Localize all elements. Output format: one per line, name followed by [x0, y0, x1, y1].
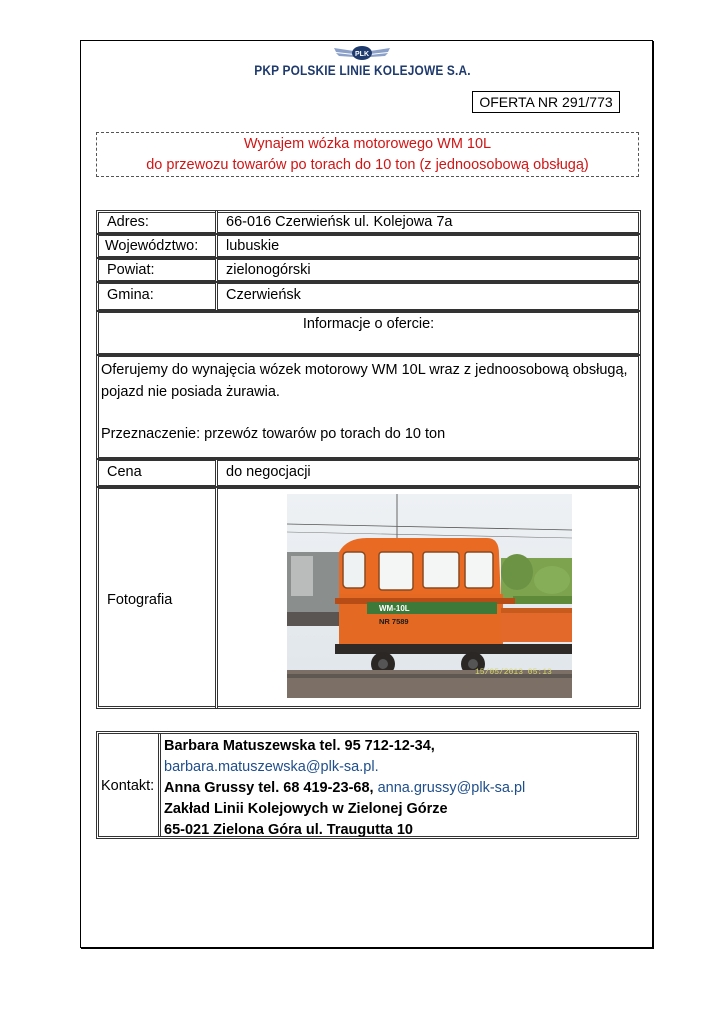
- offer-title: [96, 132, 639, 177]
- purpose-label: Przeznaczenie: [101, 426, 197, 442]
- commune-label: Gmina:: [96, 281, 218, 312]
- contact-label: Kontakt:: [101, 778, 155, 794]
- email-link-2[interactable]: anna.grussy@plk-sa.pl: [377, 780, 526, 796]
- contact-line-3: [164, 778, 525, 799]
- contact-box: [96, 731, 639, 839]
- purpose-value: : przewóz towarów po torach do 10 ton: [196, 426, 446, 442]
- contact-line-4: Zakład Linii Kolejowych w Zielonej Górze: [164, 801, 448, 817]
- description-text: Oferujemy do wynajęcia wózek motorowy WM 10L wraz z jednoosobową obsługą, pojazd nie posiada żurawia.: [101, 362, 628, 400]
- offer-title-line1: Wynajem wózka motorowego WM 10L: [243, 136, 492, 152]
- commune-value: Czerwieńsk: [215, 281, 641, 312]
- address-value: 66-016 Czerwieńsk ul. Kolejowa 7a: [215, 210, 641, 235]
- voivodeship-value: lubuskie: [215, 233, 641, 259]
- county-label: Powiat:: [96, 257, 218, 283]
- vehicle-photo: [287, 494, 572, 698]
- price-value: do negocjacji: [215, 458, 641, 488]
- price-label: Cena: [96, 458, 218, 488]
- contact-divider: [158, 734, 161, 836]
- email-link-1-suffix: .: [374, 759, 379, 775]
- contact-line-2: [164, 757, 525, 778]
- plk-logo-icon: [332, 42, 392, 64]
- company-name: PKP POLSKIE LINIE KOLEJOWE S.A.: [254, 63, 471, 78]
- county-value: zielonogórski: [215, 257, 641, 283]
- contact-line-5: 65-021 Zielona Góra ul. Traugutta 10: [164, 822, 413, 838]
- photo-label: Fotografia: [96, 486, 218, 709]
- voivodeship-label: Województwo:: [96, 233, 218, 259]
- offer-number: OFERTA NR 291/773: [472, 91, 620, 113]
- info-header: Informacje o ofercie:: [96, 310, 641, 356]
- email-link-1[interactable]: barbara.matuszewska@plk-sa.pl: [164, 759, 375, 775]
- address-label: Adres:: [96, 210, 218, 235]
- contact-line-1: Barbara Matuszewska tel. 95 712-12-34,: [164, 738, 435, 754]
- offer-title-line2: do przewozu towarów po torach do 10 ton (z jednoosobową obsługą): [146, 157, 589, 173]
- contact-lines: [164, 736, 525, 841]
- purpose-line: [101, 423, 636, 445]
- vehicle-number: NR 7589: [379, 617, 409, 626]
- vehicle-marking: WM-10L: [379, 604, 410, 613]
- photo-timestamp: 15/05/2013 05:13: [475, 668, 552, 677]
- offer-description: [96, 354, 641, 460]
- logo-text: PLK: [355, 51, 369, 58]
- contact-anna: Anna Grussy tel. 68 419-23-68,: [164, 780, 378, 796]
